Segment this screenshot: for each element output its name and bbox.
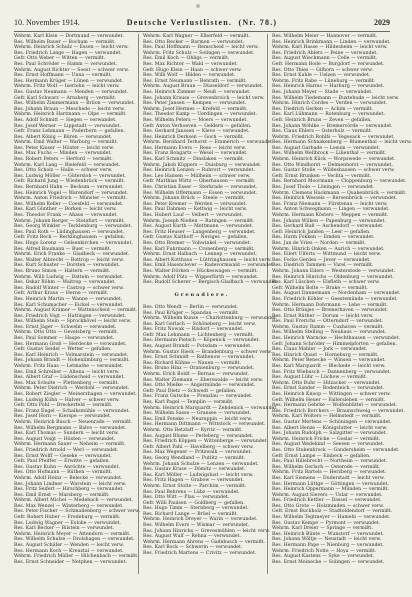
casualty-entry: Res. Fritz Heuser — Langenberg — verwundet. — [143, 229, 256, 235]
casualty-entry: Res. Peter Jansen — Kempen — verwundet. — [143, 101, 247, 107]
casualty-entry: Res. Hermann Evers — Rees — leicht verw. — [143, 145, 247, 151]
casualty-entry: Res. Otto Brünjes — Bremerhaven — verwundet. — [272, 308, 389, 314]
casualty-entry: Gefr. Ernst Brunken — Vechta — vermißt. — [272, 173, 372, 179]
casualty-entry: Res. Max Fuchs — Minden — verwundet. — [14, 151, 112, 157]
casualty-entry: Res. Johann Braun — Meschede — leicht verw. — [14, 106, 126, 112]
casualty-entry: Res. Hermann Koch — Kreuztal — verwundet. — [14, 548, 124, 554]
casualty-entry: Wehrm. Johann Eilers — Westerstede — verwundet. — [272, 268, 396, 274]
page-speck — [196, 4, 200, 8]
casualty-entry: Res. Franz Bongartz — Wesel — verwundet. — [143, 151, 248, 157]
casualty-entry: Wehrm. Heinrich Meyer — Attendorn — vermißt. — [14, 531, 131, 537]
casualty-entry: Res. Heinrich Oppermann — Münden — vermißt. — [272, 487, 389, 493]
casualty-entry: Res. Albert Graf — Lüdenscheid — verwundet. — [14, 375, 125, 381]
casualty-entry: Res. Wilhelm Peters — Moers — verwundet. — [143, 117, 248, 123]
casualty-entry: Res. Paul Hillebrecht — Northeim — verwundet. — [272, 459, 388, 465]
casualty-entry: Wehrm. Heinrich Kück — Worpswede — verwundet. — [272, 157, 396, 163]
casualty-entry: Wehrm. Emil Walter — Warburg — vermißt. — [14, 140, 118, 146]
casualty-entry: Wehrm. Joseph Nießen — Ratingen — vermißt. — [143, 218, 255, 224]
casualty-entry: Res. Diedrich Tammen — Varel — vermißt. — [272, 263, 374, 269]
casualty-entry: Res. Johann Hinrichs — Grevesmühlen — leicht verw. — [143, 528, 271, 534]
casualty-entry: Res. Emil Schreiber — Altena — leicht verw. — [14, 369, 120, 375]
casualty-entry: Res. Heinrich Derksen — Goch — vermißt. — [143, 134, 245, 140]
casualty-entry: Res. Hugo Lorenz — Gelsenkirchen — verwundet. — [14, 240, 133, 246]
casualty-entry: Gefr. Johann Schröder — Himmelpforten — gefallen. — [272, 341, 398, 347]
casualty-entry: Res. Karl Möller — Ludwigslust — leicht verw. — [143, 472, 254, 478]
casualty-entry: Wehrm. Johann Brück — Steele — vermißt. — [143, 196, 246, 202]
casualty-entry: Gefr. Fritz Beck — Recklinghausen — gefallen. — [14, 235, 126, 241]
casualty-entry: Res. Peter Kaiser — Höxter — leicht verw. — [14, 145, 115, 151]
casualty-entry: Res. Heinrich Martin — Wanne — verwundet. — [14, 296, 123, 302]
casualty-entry: Res. Richard Kühne — Nauen — vermißt. — [143, 360, 242, 366]
casualty-entry: Res. Focke Gerdes — Jever — verwundet. — [272, 257, 371, 263]
casualty-entry: Gefr. Franz Lehmann — Paderborn — gefallen. — [14, 129, 126, 135]
casualty-entry: Res. Fritz Hagen — Grabow — verwundet. — [143, 478, 244, 484]
casualty-entry: Res. Heinrich Lenzen — Ruhrort — verwundet. — [143, 168, 255, 174]
casualty-entry: Res. August Wulf — Rehna — verwundet. — [143, 534, 241, 540]
casualty-entry: Res. Karl Schumacher — Eickel — verwundet. — [14, 302, 124, 308]
header-title — [14, 16, 390, 30]
casualty-entry: Gefr. Otto Weber — Witten — vermißt. — [14, 56, 106, 62]
casualty-entry: Res. Paul Behrens — Lübz — verwundet. — [143, 489, 240, 495]
casualty-entry: Gefr. Gustav Kalthoff — Neviges — gefallen. — [143, 235, 249, 241]
column-2 — [143, 34, 278, 574]
casualty-entry: Wehrm. Karl Wagner — Elberfeld — vermißt. — [143, 34, 250, 39]
casualty-entry: Res. Johann Lindner — Warstein — leicht verw. — [14, 481, 127, 487]
casualty-entry: Gefr. Richard Jung — Wiedenbrück — vermißt. — [14, 179, 125, 185]
casualty-entry: Res. Hinrich Quast — Horneburg — vermißt. — [272, 352, 379, 358]
casualty-entry: Res. Robert Peters — Herford — vermißt. — [14, 157, 113, 163]
casualty-entry: Res. Albert Henze — Königslutter — leicht verw. — [272, 425, 388, 431]
casualty-entry: Wehrm. Fritz Haas — Letmathe — verwundet. — [14, 364, 124, 370]
casualty-entry: Res. Emil Ernst — Marsberg — vermißt. — [14, 492, 110, 498]
casualty-entry: Res. Paul Dahmen — Kettwig — leicht verw. — [143, 207, 248, 213]
casualty-entry: Res. Karl Gerlach — Schöneberg — leicht verw. — [143, 321, 257, 327]
casualty-entry: Res. Hermann Pietsch — Köpenick — verwundet. — [143, 338, 260, 344]
header-date: 10. November 1914. — [14, 18, 80, 27]
casualty-entry: Res. Christian Esser — Sterkrade — verwundet. — [143, 185, 258, 191]
casualty-entry: Res. Wilhelm Wellbrock — Lilienthal — vermißt. — [272, 151, 387, 157]
casualty-entry: Wehrm. August Krämer — Wattenscheid — vermißt. — [14, 308, 138, 314]
casualty-entry: Res. Gerhard Janssen — Kleve — verwundet. — [143, 129, 250, 135]
casualty-entry: Res. Ernst Hoffmann — Unna — vermißt. — [14, 73, 112, 79]
casualty-entry: Wehrm. Adolf Heinz — Belecke — verwundet. — [14, 475, 123, 481]
casualty-entry: Gefr. Gustav Seidel — Wetter — gefallen. — [14, 347, 112, 353]
casualty-entry: Res. Johann Wöltje — Neustadt — leicht verw. — [272, 537, 382, 543]
casualty-entry: Res. Johann Meyer — Stade — verwundet. — [272, 89, 373, 95]
casualty-entry: Res. Walter Ziemann — Eberswalde — leicht verw. — [143, 377, 264, 383]
casualty-entry: Wehrm. Hermann Ahrens — Gadebusch — vermißt. — [143, 539, 266, 545]
casualty-entry: Res. Gustav Mertens — Schöningen — verwundet. — [272, 419, 392, 425]
casualty-entry: Gefr. Ernst Lampe — Einbeck — gefallen. — [272, 453, 371, 459]
casualty-entry: Res. Gerhard Buß — Aschendorf — verwundet. — [272, 224, 384, 230]
casualty-entry: Res. August Wiechmann — Celle — vermißt. — [272, 56, 378, 62]
casualty-entry: Res. Heinrich Hinrichs — Oldenburg — verwundet. — [272, 274, 394, 280]
casualty-entry: Gefr. Max Lehmann — Lichtenberg — vermißt. — [143, 332, 255, 338]
casualty-entry: Wehrm. Jakob Küppers — Duisburg — verwundet. — [143, 162, 262, 168]
casualty-entry: Res. Wilhelm Tiedemann — Buxtehude — leicht verw. — [272, 95, 400, 101]
casualty-entry: Res. Paul Sommer — Haspe — verwundet. — [14, 336, 115, 342]
casualty-entry: Gefr. Paul Dietz — Schwedt — gefallen. — [143, 388, 237, 394]
casualty-entry: Res. Gustav Stolle — Wildeshausen — schwer verw. — [272, 168, 395, 174]
casualty-entry: Gefr. Heinrich Bruns — Zeven — gefallen. — [272, 117, 372, 123]
casualty-entry: Res. Wilhelm Stein — Sprockhövel — leicht verw. — [14, 319, 132, 325]
casualty-entry: Gefr. Paul Pfeiffer — Erwitte — gefallen. — [14, 459, 111, 465]
casualty-entry: Res. Ernst Sander — Bodenteich — verwundet. — [272, 386, 385, 392]
casualty-entry: Res. Otto Windhorst — Delmenhorst — verwundet. — [272, 162, 393, 168]
casualty-entry: Res. Richard Lange — Brüel — vermißt. — [143, 511, 238, 517]
column-1 — [14, 34, 140, 574]
casualty-entry: Res. Albert Kotthaus — Lüttringhausen — leicht verw. — [143, 257, 272, 263]
casualty-entry: Res. Max Wegener — Pritzwalk — verwundet. — [143, 450, 252, 456]
casualty-entry: Res. Albert König — Büren — verwundet. — [14, 134, 113, 140]
casualty-entry: Gefr. Albert Pahl — Havelberg — schwer verw. — [143, 444, 254, 450]
casualty-entry: Res. Bruno Simon — Haltern — vermißt. — [14, 268, 111, 274]
casualty-entry: Gefr. Wilhelm Bolte — Brake — vermißt. — [272, 285, 368, 291]
casualty-entry: Res. Karl Schmitz — Dinslaken — vermißt. — [143, 157, 245, 163]
casualty-entry: Res. Johann Rudolph — Salzgitter — verwundet. — [272, 431, 388, 437]
casualty-entry: Gefr. Arthur Kraus — Herne — vermißt. — [14, 291, 109, 297]
casualty-entry: Res. Josef Horn — Kierspe — verwundet. — [14, 414, 112, 420]
casualty-entry: Res. Friedrich Vogt — Hattingen — verwundet. — [14, 313, 127, 319]
casualty-entry: Wehrm. Heinrich Hartmann — Olpe — vermißt. — [14, 112, 127, 118]
casualty-entry: Res. Paul Krüger — Spandau — vermißt. — [143, 310, 240, 316]
casualty-entry: Wehrm. Willi Ludwig — Datteln — verwundet. — [14, 274, 124, 280]
casualty-entry: Res. Heinrich Warncke — Hechthausen — verwundet. — [272, 336, 401, 342]
casualty-entry: Res. Alfred Baumann — Buer — vermißt. — [14, 246, 112, 252]
casualty-entry: Res. Heinrich Knoop — Wittingen — schwer verw. — [272, 392, 391, 397]
casualty-entry: Res. Otto Scholz — Halle — schwer verw. — [14, 168, 113, 174]
casualty-entry: Res. Otto Thies — Gifhorn — schwer verw. — [272, 67, 374, 73]
casualty-entry: Gefr. Willi Paulsen — Goldberg — gefallen. — [143, 500, 245, 506]
casualty-entry: Res. Otto Mielke — Angermünde — verwundet. — [143, 383, 256, 389]
casualty-entry: Res. Friedrich Ahlers — Peine — verwundet. — [272, 50, 378, 56]
casualty-entry: Res. Otto Hofmann — Rüthen — vermißt. — [14, 470, 113, 476]
casualty-entry: Res. Wilhelm Stelling — Neuhaus — verwundet. — [272, 330, 387, 336]
casualty-entry: Wehrm. Peter Dietrich — Werdohl — verwundet. — [14, 386, 130, 392]
page-header — [14, 16, 390, 30]
casualty-entry: Res. Ernst Schmidt — Rathenow — verwundet. — [143, 355, 255, 361]
casualty-entry: Res. Johann Wilken — Papenburg — verwundet. — [272, 218, 386, 224]
casualty-entry: Wehrm. Friedrich Müller — Hilchenbach — vermißt. — [14, 554, 139, 560]
casualty-entry: Res. Wilhelm Schulze — Drolshagen — verwundet. — [14, 537, 135, 543]
casualty-entry: Res. Johann Krause — Grevenbroich — leicht verw. — [143, 95, 265, 101]
casualty-entry: Res. Harm Fokken — Emden — verwundet. — [272, 235, 375, 241]
casualty-entry: Res. Max Schulte — Plettenberg — vermißt. — [14, 380, 119, 386]
casualty-entry: Wehrm. Heinrich Marquardt — Zehdenick — verwundet. — [143, 405, 278, 411]
casualty-entry: Res. Emil Koch — Ohligs — vermißt. — [143, 56, 230, 62]
casualty-entry: Res. Leo Hansen — Mülheim — schwer verw. — [143, 173, 251, 179]
casualty-entry: Res. August Blume — Perleberg — verwundet. — [143, 433, 254, 439]
casualty-entry: Res. Wilhelm Keller — Coesfeld — verwundet. — [14, 201, 124, 207]
casualty-entry: Gefr. Matthias Wirtz — Oberhausen — vermißt. — [143, 179, 256, 185]
header-page-number: 2029 — [374, 18, 390, 27]
casualty-entry: Res. Ernst Kahle — Uelzen — verwundet. — [272, 73, 371, 79]
casualty-entry: Res. Karl Heinrich — Volmarstein — verwundet. — [14, 352, 129, 358]
casualty-entry: Wehrm. Johann Berger — Steinfurt — vermißt. — [14, 218, 126, 224]
casualty-entry: Res. Adolf Schmitt — Siegen — verwundet. — [14, 117, 117, 123]
casualty-entry: Res. August Dannemann — Nordenham — verwundet. — [272, 291, 401, 297]
casualty-entry: Res. Eilert Ulferts — Wittmund — leicht verw. — [272, 252, 382, 258]
casualty-entry: Res. Paul Frerichs — Otterndorf — verwundet. — [272, 319, 384, 325]
casualty-entry: Res. Friedrich Köppen — Wittenberge — verwundet. — [143, 439, 269, 445]
casualty-entry: Res. Johann Wöhlke — Bremervörde — verwundet. — [272, 123, 393, 129]
casualty-entry: Res. Gustav Kuhn — Anröchte — verwundet. — [14, 464, 120, 470]
casualty-entry: Wehrm. Fritz Schulz — Solingen — verwundet. — [143, 50, 255, 56]
casualty-entry: Res. Friedrich Kettler — Dassel — verwundet. — [272, 498, 382, 504]
casualty-entry: Res. Fritz Nowak — Rixdorf — verwundet. — [143, 327, 244, 333]
casualty-entry: Wehrm. Clemens Hackmann — Quakenbrück — vermißt. — [272, 190, 407, 196]
casualty-entry: Res. Heinrich Wessels — Bersenbrück — verwundet. — [272, 196, 398, 202]
casualty-entry: Res. Claus Ehlers — Osterholz — vermißt. — [272, 129, 373, 135]
casualty-entry: Res. Ernst Jäger — Schwelm — verwundet. — [14, 324, 117, 330]
casualty-entry: Gefr. Heinrich Janßen — Leer — gefallen. — [272, 229, 371, 235]
casualty-entry: Res. Otto Stukenbrock — Gandersheim — verwundet. — [272, 447, 400, 453]
casualty-entry: Wehrm. Hinrich Cordes — Verden — verwundet. — [272, 101, 388, 107]
casualty-entry: Res. Hugo Timm — Sternberg — verwundet. — [143, 506, 249, 512]
casualty-entry: Res. Otto Witt — Plau — verwundet. — [143, 495, 230, 501]
casualty-entry: Res. Peter Fischer — Schmallenberg — schwer verw. — [14, 509, 140, 515]
casualty-entry: Res. Wilhelm Bauer — Bochum — vermißt. — [14, 39, 116, 45]
casualty-entry: Res. Max Wenzel — Winterberg — verwundet. — [14, 503, 124, 509]
casualty-entry: Res. Ernst Rüther — Dorum — leicht verw. — [272, 313, 374, 319]
casualty-entry: Res. Ernst Neumann — Benrath — vermißt. — [143, 78, 247, 84]
casualty-entry: Gefr. Anton Verhoeven — Geldern — gefallen. — [143, 123, 252, 129]
casualty-entry: Res. Hermann Krüger — Lünen — verwundet. — [14, 78, 124, 84]
casualty-entry: Gefr. Karl Schwarz — Arnsberg — vermißt. — [14, 95, 117, 101]
casualty-entry: Res. Rudolf Scherer — Bergisch-Gladbach — verwundet. — [143, 280, 278, 286]
casualty-entry: Res. Karl Marquardt — Bleckede — leicht verw. — [272, 364, 386, 370]
casualty-entry: Res. August Schäfer — Wenden — leicht verw. — [14, 543, 124, 549]
casualty-entry: Res. Ludwig Wagner — Eslohe — verwundet. — [14, 520, 122, 526]
casualty-entry: Res. Wilhelm Bergmann — Balve — verwundet. — [14, 425, 127, 431]
casualty-entry: Res. Georg Wendland — Putlitz — vermißt. — [143, 455, 246, 461]
casualty-entry: Res. Hermann Groß — Herdecke — verwundet. — [14, 341, 127, 347]
casualty-entry: Res. Gustav Kruse — Dömitz — verwundet. — [143, 467, 246, 473]
casualty-entry: Res. Claus Mahler — Jork — verwundet. — [272, 347, 368, 353]
casualty-entry: Res. Anton Schwegmann — Lingen — verwundet. — [272, 207, 390, 213]
casualty-entry: Wehrm. Karl Hasse — Hildesheim — leicht verw. — [272, 45, 388, 51]
casualty-entry: Res. Walter Albrecht — Bottrop — leicht verw. — [14, 257, 125, 263]
casualty-entry: Res. Franz Engel — Schalksmühle — verwundet. — [14, 408, 130, 414]
casualty-entry: Wehrm. Ernst Halbach — Lennep — verwundet. — [143, 252, 257, 258]
casualty-entry: Wehrm. Heinrich Fricke — Goslar — vermißt. — [272, 436, 381, 442]
casualty-entry: Res. Otto Bremer — Vohwinkel — verwundet. — [143, 240, 252, 246]
casualty-entry: Res. August Kurth — Mettmann — verwundet. — [143, 224, 254, 230]
casualty-entry: Res. Karl Becker — Bilstein — verwundet. — [14, 526, 115, 532]
casualty-entry: Res. Theodor Kamp — Uerdingen — verwundet. — [143, 112, 258, 118]
casualty-entry: Wehrm. Adolf Pütz — Wipperfürth — verwundet. — [143, 274, 259, 280]
casualty-entry: Res. Willi Wolf — Hilden — verwundet. — [143, 73, 236, 79]
casualty-entry: Wehrm. Anton Friedrich — Münster — vermißt. — [14, 196, 128, 202]
casualty-entry: Wehrm. Heinrich Busch — Neuenrade — vermißt. — [14, 419, 133, 425]
casualty-entry: Res. Karl Pagel — Templin — vermißt. — [143, 400, 234, 405]
casualty-entry: Res. Hubert Lauf — Velbert — verwundet. — [143, 213, 244, 218]
header-rule — [14, 31, 390, 32]
casualty-entry: Gefr. Robert Huber — Fredeburg — vermißt. — [14, 515, 121, 521]
casualty-entry: Gefr. Hugo Klein — Haan — schwer verw. — [143, 67, 242, 73]
casualty-entry: Wehrm. Ernst Stolte — Parchim — vermißt. — [143, 483, 247, 489]
casualty-entry: Res. Ernst Wolff — Geseke — verwundet. — [14, 453, 112, 459]
casualty-entry: Wehrm. Heinrich Dreyer — Warin — verwundet. — [143, 517, 258, 523]
casualty-entry: Res. August Lühr — Lüchow — vermißt. — [272, 375, 368, 381]
casualty-entry: Res. Otto Wendt — Berlin — verwundet. — [143, 304, 239, 310]
header-issue: (Nr. 78.) — [238, 18, 278, 27]
casualty-entry: Res. Wilhelm Sasse — Gransee — verwundet. — [143, 411, 252, 417]
casualty-entry: Res. Wilhelm Evers — Wismar — verwundet. — [143, 523, 250, 529]
casualty-entry: Res. Heinrich Harms — Harburg — verwundet. — [272, 84, 385, 90]
casualty-entry: Res. Wilhelm Tegtmeyer — Hameln — verwundet. — [272, 515, 391, 521]
column-3 — [272, 34, 412, 574]
casualty-entry: Res. Emil Fenske — Neuruppin — leicht verw. — [143, 416, 253, 422]
casualty-entry: Res. Heinrich Vogel — Warendorf — verwundet. — [14, 190, 129, 196]
casualty-entry: Wehrm. August Richter — Soest — schwer verw. — [14, 67, 130, 73]
casualty-entry: Res. Emil Hasenclever — Radevormwald — verwundet. — [143, 263, 275, 269]
casualty-entry: Wehrm. Johann Schulze — Lenzen — verwundet. — [143, 461, 259, 467]
casualty-entry: Wehrm. Albert Michel — Medebach — verwundet. — [14, 498, 134, 504]
casualty-entry: Res. Max Richter — Wald — verwundet. — [143, 61, 238, 67]
casualty-entry: Res. Heinrich Brinkmann — Linden — verwundet. — [272, 39, 391, 45]
casualty-entry: Wehrm. August Sievers — Uslar — verwundet. — [272, 492, 383, 498]
casualty-entry: Wehrm. Heinrich Schulz — Essen — leicht verw. — [14, 45, 129, 51]
casualty-entry: Res. Kurt Schuster — Dorsten — verwundet. — [14, 263, 120, 269]
casualty-entry: Res. Wilhelm Gerlach — Osterode — vermißt. — [272, 464, 381, 470]
casualty-entry: Res. Karl Lüschen — Elsfleth — schwer verw. — [272, 280, 380, 286]
casualty-entry: Wehrm. Wilhelm Kunze — Charlottenburg — verwundet. — [143, 316, 278, 322]
casualty-entry: Wehrm. Erich Boldt — Bernau — verwundet. — [143, 372, 250, 378]
casualty-entry: Res. Otto Becker — Barmen — verwundet. — [143, 39, 245, 45]
casualty-entry: Res. Karl Bock — Schwerin — verwundet. — [143, 545, 243, 551]
casualty-entry: Res. Franz Gutsche — Prenzlau — verwundet. — [143, 394, 253, 400]
casualty-entry: Res. Karl Thomas — Sundern — leicht verw. — [14, 431, 119, 437]
casualty-entry: Gefr. Hermann Bode — Burgdorf — verwundet. — [272, 61, 385, 67]
casualty-entry: Res. Heinrich Bünte — Wunstorf — verwundet. — [272, 531, 384, 537]
casualty-entry: Wehrm. Hermann Dohrmann — Lehe — vermißt. — [272, 302, 388, 308]
casualty-entry: Wehrm. Gustav Rieck — Brandenburg — schwer verw. — [143, 349, 273, 355]
casualty-entry: Res. Otto Grote — Holzminden — schwer verw. — [272, 503, 385, 509]
casualty-entry: Res. Franz Niemann — Fürstenau — leicht verw. — [272, 201, 388, 207]
casualty-entry: Wehrm. Gustav Ramm — Cuxhaven — vermißt. — [272, 324, 384, 330]
casualty-entry: Res. Gustav Kempe — Pyrmont — verwundet. — [272, 520, 381, 526]
casualty-entry: Res. Paul Schröder — Hamm — verwundet. — [14, 61, 118, 67]
casualty-entry: Res. Hermann Gehrke — Wolfenbüttel — verwundet. — [272, 403, 398, 409]
casualty-entry: Wehrm. Erich Franke — Gladbeck — verwundet. — [14, 252, 130, 258]
casualty-entry: Res. Theodor Frank — Ahaus — verwundet. — [14, 213, 118, 218]
casualty-entry: Wehrm. Hinrich Onken — Aurich — verwundet. — [272, 246, 385, 252]
casualty-entry: Res. Fritz Seifert — Hirschberg — verwundet. — [14, 487, 124, 493]
casualty-entry: Res. Heinrich Zimmer — Neuß — verwundet. — [143, 89, 251, 95]
casualty-entry: Res. Karl Siemens — Duderstadt — leicht verw. — [272, 475, 385, 481]
casualty-entry: Res. Friedrich Arnold — Werl — verwundet. — [14, 447, 119, 453]
casualty-entry: Wehrm. Josef Hermes — Krefeld — vermißt. — [143, 106, 248, 112]
casualty-entry: Res. Bernhard Hahn — Beckum — verwundet. — [14, 185, 124, 191]
casualty-entry: Res. Georg Winkler — Tecklenburg — verwundet. — [14, 224, 133, 230]
casualty-entry: Res. Ernst Schneider — Netphen — verwundet. — [14, 559, 127, 565]
casualty-entry: Res. Friedrich Martens — Crivitz — verwundet. — [143, 551, 257, 557]
casualty-entry: Wehrm. Karl Lang — Bielefeld — verwundet. — [14, 162, 121, 168]
casualty-entry: Gefr. Ernst Buchholz — Stadtoldendorf — vermißt. — [272, 509, 393, 515]
casualty-entry: Res. Robert Ziegler — Meinerzhagen — verwundet. — [14, 392, 137, 397]
casualty-entry: Res. Wilhelm Offermann — Essen — verwundet. — [143, 190, 258, 196]
casualty-entry: Res. Ludwig Kühn — Halver — schwer verw. — [14, 397, 120, 403]
casualty-entry: Res. Hermann Dittmann — Wittstock — verwundet. — [143, 422, 266, 428]
casualty-entry: Res. Friedrich Lange — Hagen — verwundet. — [14, 50, 122, 56]
casualty-entry: Wehrm. Hermann Kösters — Meppen — vermißt. — [272, 213, 389, 218]
casualty-entry: Res. August Wedekind — Seesen — verwundet. — [272, 442, 385, 448]
casualty-entry: Res. Rudolf Winter — Castrop — schwer verw. — [14, 285, 125, 291]
casualty-entry: Res. August Kastens — Syke — verwundet. — [272, 554, 375, 560]
casualty-entry: Wehrm. Friedrich Nolte — Hoya — vermißt. — [272, 548, 377, 554]
casualty-entry: Res. Jan de Vries — Norden — vermißt. — [272, 240, 366, 246]
casualty-entry: Res. Hermann Pape — Nienburg — verwundet. — [272, 543, 384, 549]
casualty-entry: Res. Ludwig Möller — Gütersloh — verwundet. — [14, 173, 126, 179]
casualty-entry: Res. Karl Lühmann — Rotenburg — verwundet. — [272, 112, 385, 118]
casualty-entry: Res. Peter Kremer — Werden — verwundet. — [143, 201, 248, 207]
casualty-entry: Wehrm. Fritz Wolf — Iserlohn — leicht verw. — [14, 84, 120, 90]
casualty-entry: Wehrm. Fritz Bartels — Herzberg — verwundet. — [272, 470, 387, 476]
casualty-entry: Res. Hermann Lüttge — Göttingen — verwundet. — [272, 481, 389, 487]
casualty-entry: Wehrm. Karl Klein — Dortmund — verwundet. — [14, 34, 124, 39]
casualty-entry: Gefr. Otto Pohl — Breckerfeld — vermißt. — [14, 403, 113, 409]
casualty-entry: Wehrm. Friedrich Rohlfs — Vegesack — verwundet. — [272, 134, 395, 140]
casualty-entry: Res. August Brandt — Potsdam — verwundet. — [143, 344, 252, 350]
casualty-entry: Res. Wilhelm Zimmermann — Brilon — verwundet. — [14, 101, 136, 107]
casualty-entry: Wehrm. Bernhard Terhorst — Emmerich — verwundet. — [143, 140, 274, 146]
casualty-entry: Res. Paul Roth — Lüdinghausen — verwundet. — [14, 229, 125, 235]
casualty-entry: Wehrm. Peter Benecke — Winsen — verwundet. — [272, 358, 386, 364]
casualty-entry: Wehrm. Karl Wolters — Helmstedt — vermißt. — [272, 414, 382, 420]
columns — [14, 34, 412, 574]
casualty-entry: Wehrm. August Braun — Düsseldorf — verwundet. — [143, 84, 264, 90]
casualty-entry: Res. Karl Fuhrmann — Cronenberg — vermißt. — [143, 246, 255, 252]
casualty-entry: Res. Paul Hoffmann — Remscheid — leicht verw. — [143, 45, 259, 51]
casualty-entry: Res. August Garbade — Lesum — verwundet. — [272, 145, 381, 151]
casualty-entry: Res. Fritz Wiebusch — Dannenberg — verwundet. — [272, 369, 392, 375]
casualty-entry: Res. Diedrich Gerken — Achim — vermißt. — [272, 106, 374, 112]
casualty-entry: Res. Johann Brandt — Hohenlimburg — vermißt. — [14, 358, 130, 364]
casualty-entry: Res. Friedrich Borchers — Braunschweig — verwundet. — [272, 408, 405, 414]
casualty-entry: Res. Bernhard Moormann — Cloppenburg — verwundet. — [272, 179, 407, 185]
casualty-entry: Res. Hermann Schnakenberg — Blumenthal — leicht verw. — [272, 140, 412, 146]
casualty-entry: Res. Josef Thole — Löningen — verwundet. — [272, 185, 375, 191]
casualty-entry: Wehrm. Hermann Sauer — Neheim — vermißt. — [14, 442, 126, 448]
casualty-entry: Res. August Voigt — Hüsten — verwundet. — [14, 436, 116, 442]
casualty-entry: Wehrm. Otto Otto — Gevelsberg — vermißt. — [14, 330, 119, 336]
casualty-entry: Res. Friedrich Köhler — Geestemünde — verwundet. — [272, 296, 398, 302]
section-heading: Grenadiere. — [174, 292, 230, 299]
casualty-entry: Res. Wilhelm Meier — Hannover — vermißt. — [272, 34, 378, 39]
header-title-text: Deutsche Verlustlisten. — [126, 18, 233, 27]
casualty-entry: Gefr. Wilhelm Heuer — Fallersleben — vermißt. — [272, 397, 386, 403]
casualty-entry: Wehrm. Fritz Rabe — Lüneburg — vermißt. — [272, 78, 376, 84]
casualty-entry: Res. Karl Günther — Borken — leicht verw. — [14, 207, 117, 213]
casualty-entry: Res. Bruno Hinz — Oranienburg — verwundet. — [143, 366, 255, 372]
casualty-entry: Wehrm. Otto Buhr — Hitzacker — verwundet. — [272, 380, 381, 386]
casualty-entry: Res. Gustav Neumann — Menden — verwundet. — [14, 89, 129, 95]
casualty-entry: Wehrm. Karl Dreier — Springe — vermißt. — [272, 526, 373, 532]
casualty-entry: Wehrm. Otto Retzlaff — Kyritz — vermißt. — [143, 427, 243, 433]
casualty-entry: Res. Walter Dörken — Hückeswagen — vermißt. — [143, 268, 258, 274]
casualty-entry: Res. Oskar Böhm — Waltrop — verwundet. — [14, 280, 116, 286]
casualty-entry: Res. Josef Werner — Lippstadt — verwundet. — [14, 123, 122, 129]
casualty-entry: Res. Ernst Meinecke — Sulingen — verwundet. — [272, 559, 385, 565]
